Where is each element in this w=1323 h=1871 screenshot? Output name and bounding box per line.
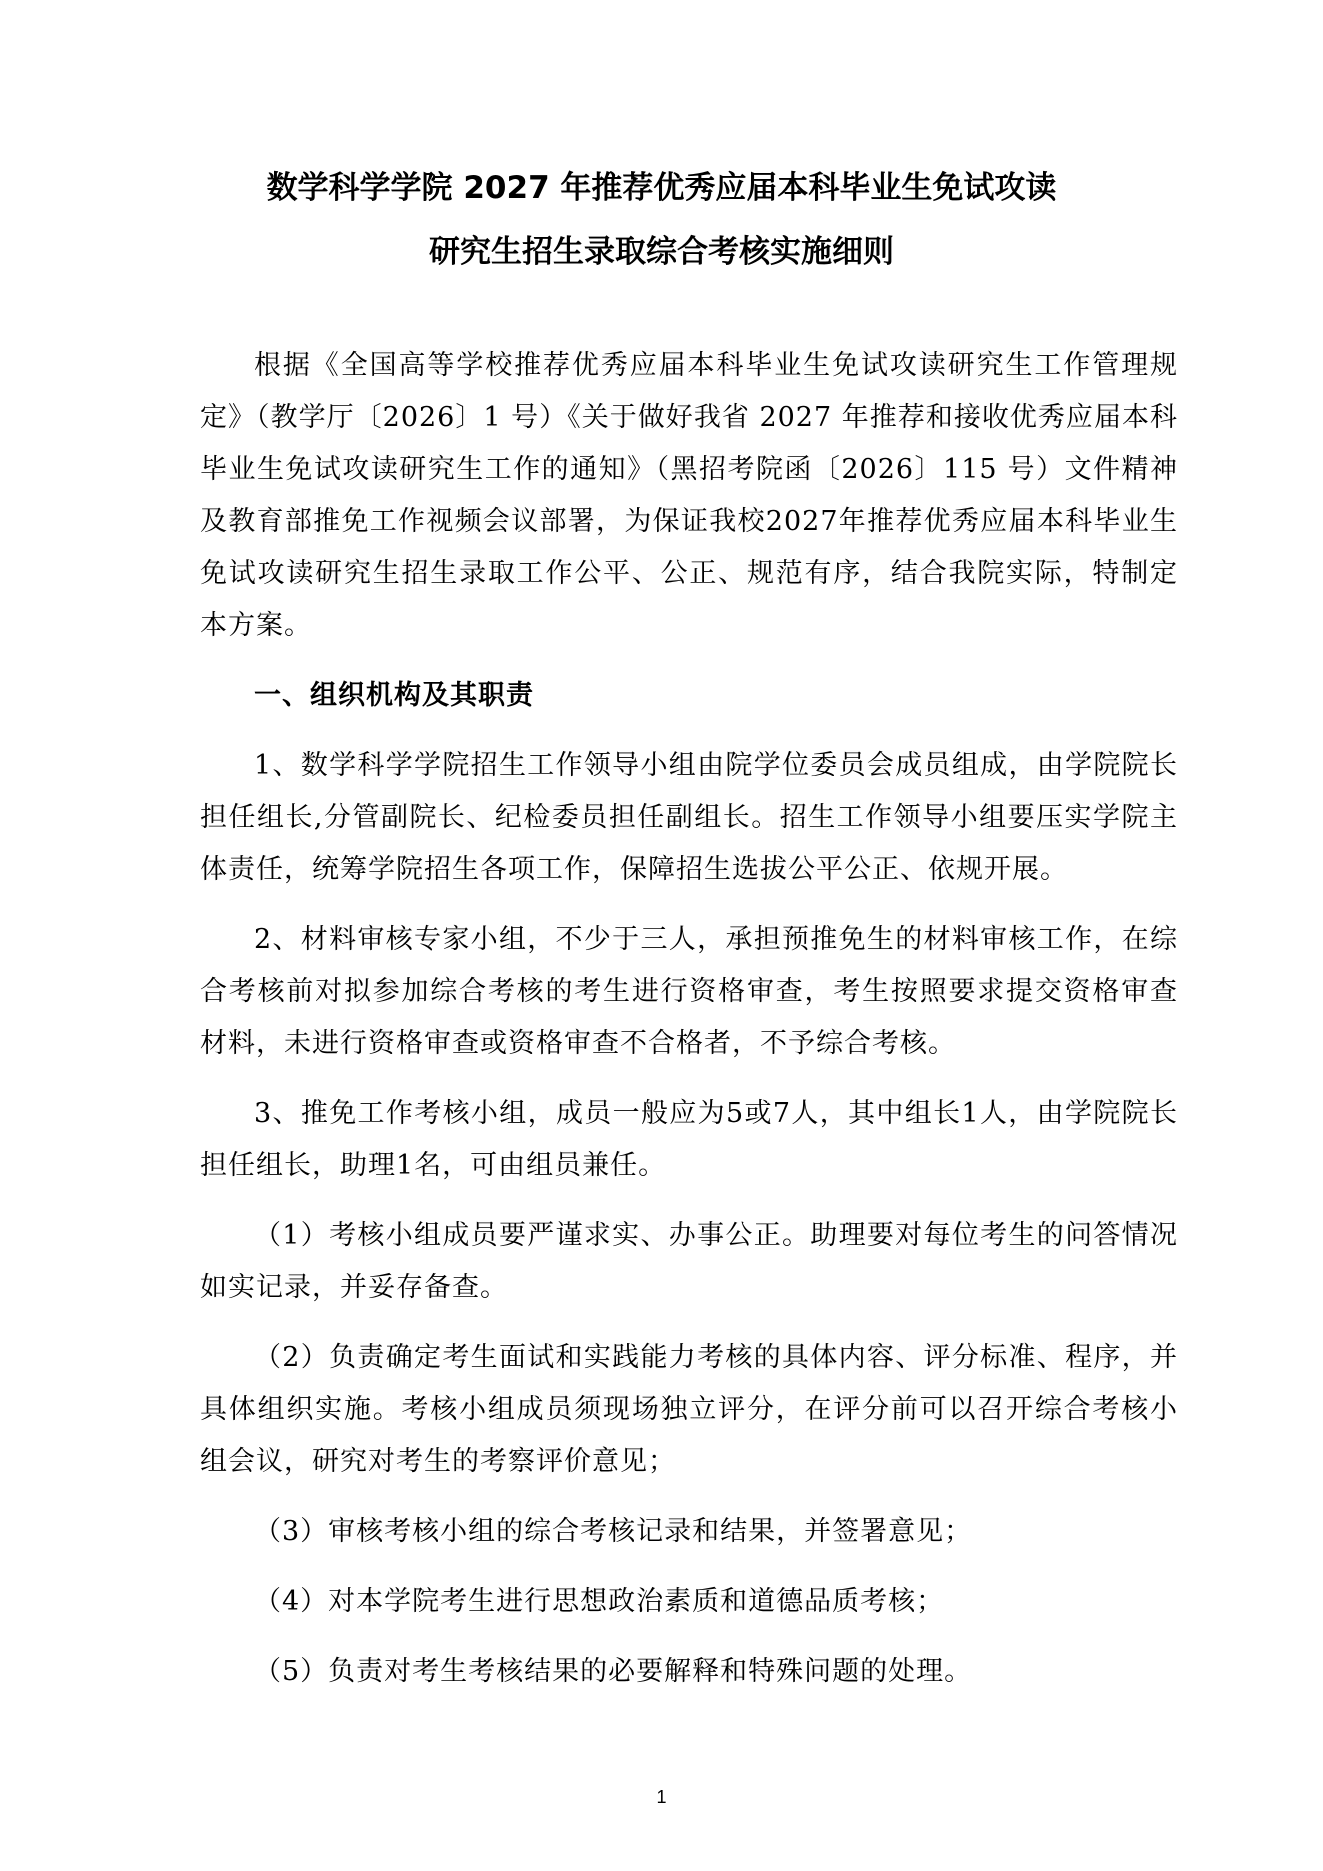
intro-paragraph: 根据《全国高等学校推荐优秀应届本科毕业生免试攻读研究生工作管理规定》（教学厅〔2026〕1 号）《关于做好我省 2027 年推荐和接收优秀应届本科毕业生免试攻读研究生工作的通知》（黑招考院函〔2026〕115 号）文件精神及教育部推免工作视频会议部署，为保证我校2027年推荐优秀应届本科毕业生免试攻读研究生招生录取工作公平、公正、规范有序，结合我院实际，特制定本方案。 (200, 350, 1178, 641)
paragraph-item-2: 2、材料审核专家小组，不少于三人，承担预推免生的材料审核工作，在综合考核前对拟参加综合考核的考生进行资格审查，考生按照要求提交资格审查材料，未进行资格审查或资格审查不合格者，不予综合考核。 (200, 924, 1178, 1059)
paragraph-item-1: 1、数学科学学院招生工作领导小组由院学位委员会成员组成，由学院院长担任组长,分管副院长、纪检委员担任副组长。招生工作领导小组要压实学院主体责任，统筹学院招生各项工作，保障招生选拔公平公正、依规开展。 (200, 750, 1178, 885)
paragraph-sub-item-1: （1）考核小组成员要严谨求实、办事公正。助理要对每位考生的问答情况如实记录，并妥存备查。 (200, 1220, 1178, 1303)
document-body (200, 340, 1178, 1716)
document-title-line-2: 研究生招生录取综合考核实施细则 (429, 234, 894, 270)
paragraph-sub-item-2: （2）负责确定考生面试和实践能力考核的具体内容、评分标准、程序，并具体组织实施。考核小组成员须现场独立评分，在评分前可以召开综合考核小组会议，研究对考生的考察评价意见； (200, 1342, 1178, 1477)
paragraph-sub-item-5: （5）负责对考生考核结果的必要解释和特殊问题的处理。 (254, 1656, 973, 1687)
section-heading-organization: 一、组织机构及其职责 (254, 680, 534, 711)
page-number: 1 (656, 1787, 667, 1807)
paragraph-sub-item-3: （3）审核考核小组的综合考核记录和结果，并签署意见； (254, 1516, 973, 1547)
document-title-line-1: 数学科学学院 2027 年推荐优秀应届本科毕业生免试攻读 (266, 170, 1057, 206)
paragraph-sub-item-4: （4）对本学院考生进行思想政治素质和道德品质考核； (254, 1586, 945, 1617)
paragraph-item-3: 3、推免工作考核小组，成员一般应为5或7人，其中组长1人，由学院院长担任组长，助理1名，可由组员兼任。 (200, 1098, 1178, 1181)
